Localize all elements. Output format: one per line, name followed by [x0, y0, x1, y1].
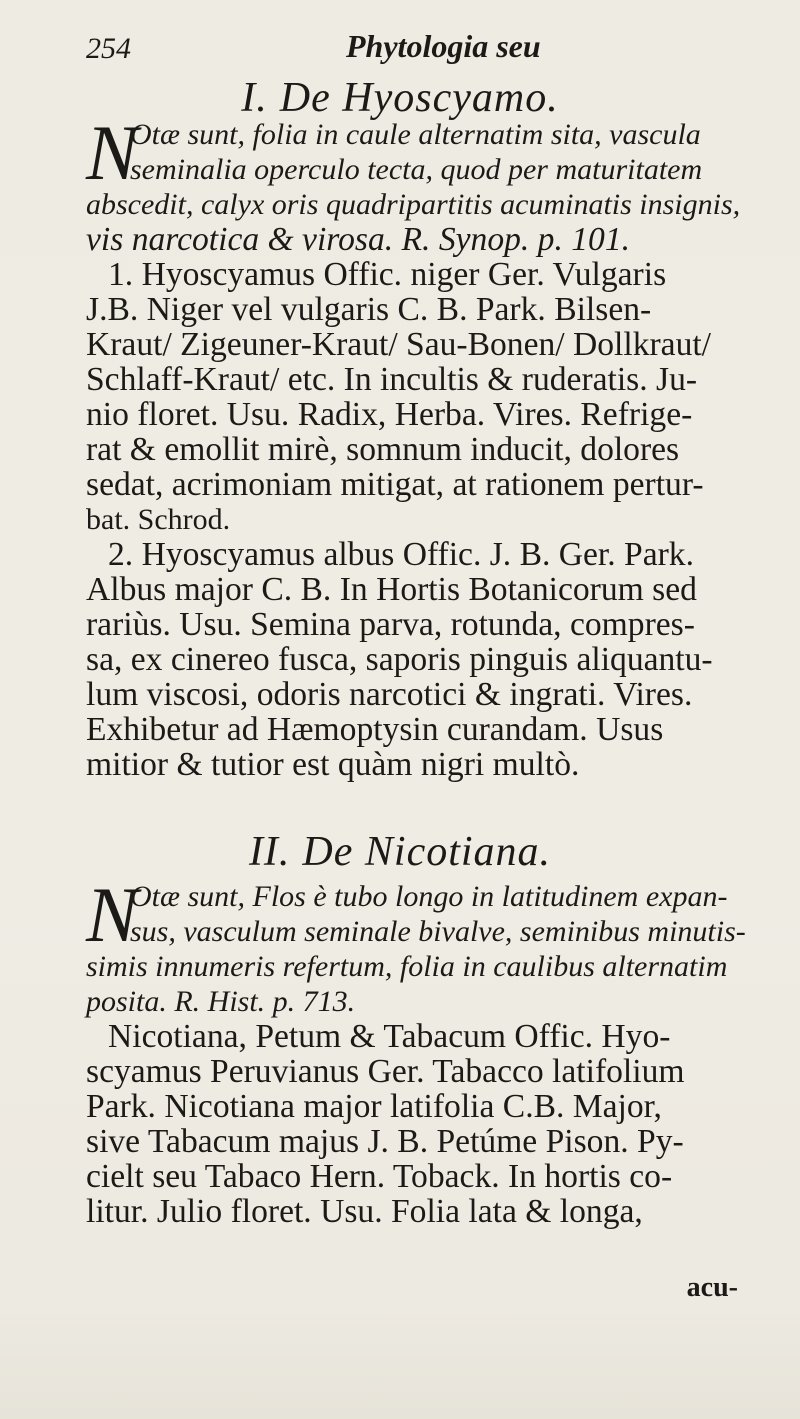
- catchword: acu-: [686, 1272, 738, 1303]
- text-line: rariùs. Usu. Semina parva, rotunda, compres-: [86, 606, 695, 643]
- text-line: scyamus Peruvianus Ger. Tabacco latifolium: [86, 1053, 685, 1090]
- text-line: 1. Hyoscyamus Offic. niger Ger. Vulgaris: [108, 256, 667, 293]
- text-line: 2. Hyoscyamus albus Offic. J. B. Ger. Park.: [108, 536, 694, 573]
- text-line: litur. Julio floret. Usu. Folia lata & longa,: [86, 1193, 643, 1230]
- text-line: abscedit, calyx oris quadripartitis acuminatis insignis,: [86, 188, 741, 221]
- text-line: vis narcotica & virosa. R. Synop. p. 101.: [86, 221, 631, 258]
- text-line: Nicotiana, Petum & Tabacum Offic. Hyo-: [108, 1018, 671, 1055]
- page-number: 254: [86, 32, 131, 65]
- text-line: simis innumeris refertum, folia in caulibus alternatim: [86, 950, 728, 983]
- section-heading: De Hyoscyamo.: [279, 75, 559, 121]
- text-line: bat. Schrod.: [86, 503, 231, 536]
- text-line: rat & emollit mirè, somnum inducit, dolores: [86, 431, 680, 468]
- text-line: Otæ sunt, folia in caule alternatim sita, vascula: [130, 118, 701, 151]
- drop-cap: N: [86, 871, 139, 958]
- section-number: I.: [241, 75, 268, 121]
- page-header: [86, 28, 740, 72]
- section-title-nicotiana: [0, 828, 800, 876]
- drop-cap: N: [86, 109, 139, 196]
- text-line: sedat, acrimoniam mitigat, at rationem pertur-: [86, 466, 704, 503]
- section-number: II.: [248, 829, 291, 875]
- text-line: Kraut/ Zigeuner-Kraut/ Sau-Bonen/ Dollkraut/: [86, 326, 712, 363]
- text-line: sive Tabacum majus J. B. Petúme Pison. Py-: [86, 1123, 684, 1160]
- running-head: Phytologia seu: [346, 28, 541, 64]
- text-line: posita. R. Hist. p. 713.: [86, 985, 356, 1018]
- text-line: cielt seu Tabaco Hern. Toback. In hortis co-: [86, 1158, 673, 1195]
- text-line: nio floret. Usu. Radix, Herba. Vires. Refrige-: [86, 396, 693, 433]
- text-line: Schlaff-Kraut/ etc. In incultis & ruderatis. Ju-: [86, 361, 698, 398]
- section-heading: De Nicotiana.: [302, 829, 552, 875]
- paper-shading: [0, 1309, 800, 1419]
- text-line: Albus major C. B. In Hortis Botanicorum sed: [86, 571, 697, 608]
- text-line: Otæ sunt, Flos è tubo longo in latitudinem expan-: [130, 880, 728, 913]
- text-line: seminalia operculo tecta, quod per maturitatem: [130, 153, 703, 186]
- text-line: Park. Nicotiana major latifolia C.B. Major,: [86, 1088, 662, 1125]
- text-line: J.B. Niger vel vulgaris C. B. Park. Bilsen-: [86, 291, 652, 328]
- text-line: sa, ex cinereo fusca, saporis pinguis aliquantu-: [86, 641, 713, 678]
- text-line: sus, vasculum seminale bivalve, seminibus minutis-: [130, 915, 746, 948]
- text-line: lum viscosi, odoris narcotici & ingrati. Vires.: [86, 676, 693, 713]
- text-line: Exhibetur ad Hæmoptysin curandam. Usus: [86, 711, 664, 748]
- text-line: mitior & tutior est quàm nigri multò.: [86, 746, 580, 783]
